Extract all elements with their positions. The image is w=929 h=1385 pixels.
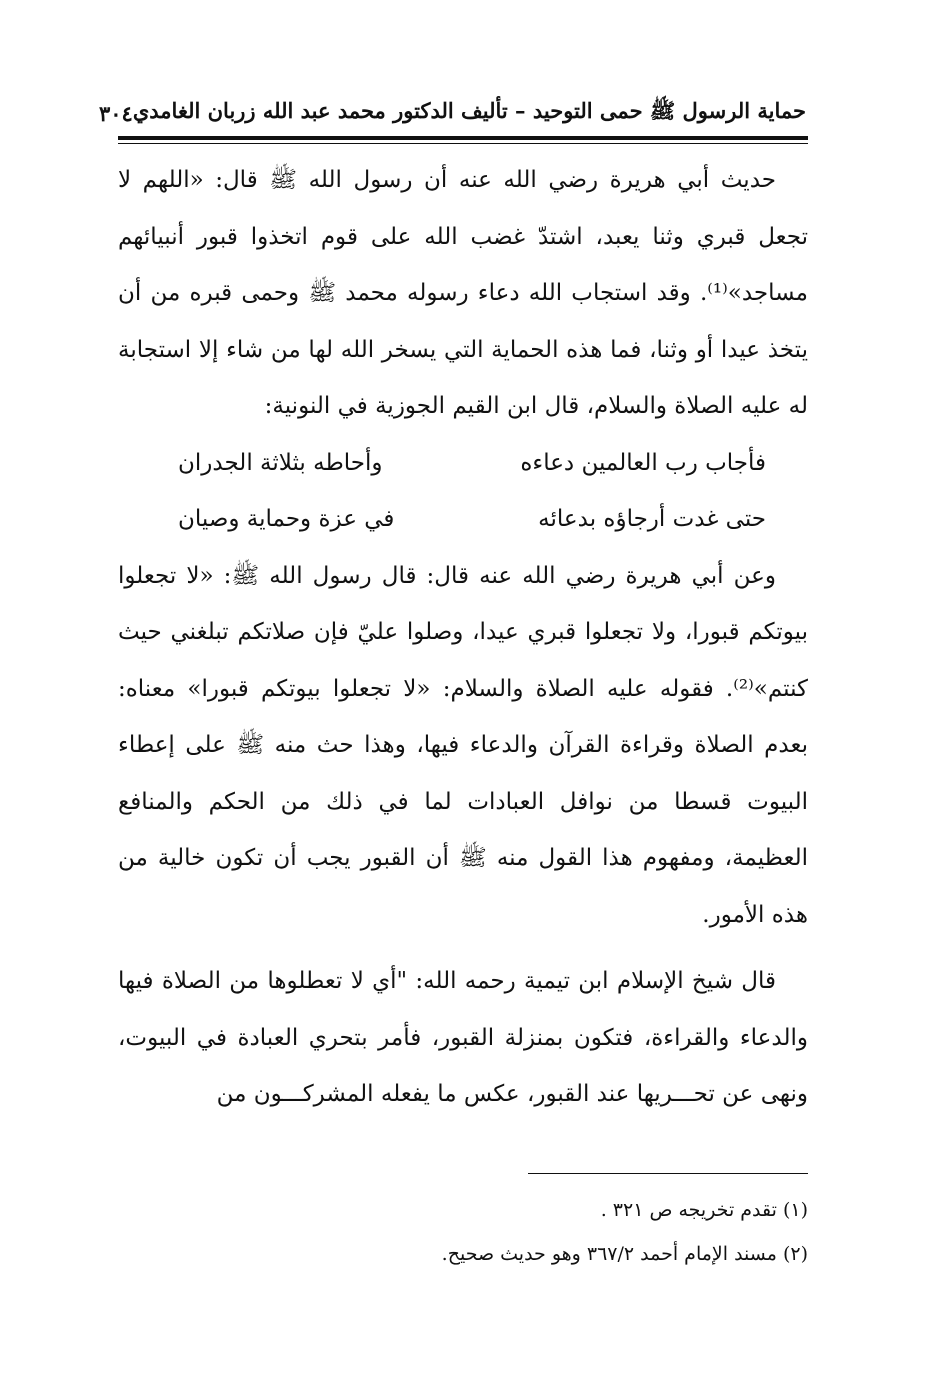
body-text xyxy=(118,152,808,1123)
paragraph-ibn-taymiyya-quote: قال شيخ الإسلام ابن تيمية رحمه الله: "أي لا تعطلوها من الصلاة فيها والدعاء والقراءة، فتكون بمنزلة القبور، فأمر بتحري العبادة في البيوت، ونهى عن تحـــريها عند القبور، عكس ما يفعله المشركـــون من xyxy=(118,968,808,1107)
header-rule-thin xyxy=(118,143,808,144)
poem-verse-2-first-hemistich: حتى غدت أرجاؤه بدعائه xyxy=(538,506,766,532)
running-header xyxy=(99,96,806,130)
poem-verse-2 xyxy=(118,491,808,548)
paragraph-spacer xyxy=(118,943,808,953)
paragraph-hadith-abu-hurayra: حديث أبي هريرة رضي الله عنه أن رسول الله ﷺ قال: «اللهم لا تجعل قبري وثنا يعبد، اشتدّ غضب الله على قوم اتخذوا قبور أنبيائهم مساجد»⁽¹⁾. وقد استجاب الله دعاء رسوله محمد ﷺ وحمى قبره من أن يتخذ عيدا أو وثنا، فما هذه الحماية التي يسخر الله لها من شاء إلا استجابة له عليه الصلاة والسلام، قال ابن القيم الجوزية في النونية: xyxy=(118,167,808,419)
footnotes xyxy=(300,1188,808,1276)
poem-verse-1-second-hemistich: وأحاطه بثلاثة الجدران xyxy=(178,449,383,476)
paragraph-do-not-make-houses-graves: وعن أبي هريرة رضي الله عنه قال: قال رسول الله ﷺ: «لا تجعلوا بيوتكم قبورا، ولا تجعلوا قبري عيدا، وصلوا عليّ فإن صلاتكم تبلغني حيث كنتم»⁽²⁾. فقوله عليه الصلاة والسلام: «لا تجعلوا بيوتكم قبورا» معناه: بعدم الصلاة وقراءة القرآن والدعاء فيها، وهذا حث منه ﷺ على إعطاء البيوت قسطا من نوافل العبادات لما في ذلك من الحكم والمنافع العظيمة، ومفهوم هذا القول منه ﷺ أن القبور يجب أن تكون خالية من هذه الأمور. xyxy=(118,562,808,928)
footnote-2: (٢) مسند الإمام أحمد ٣٦٧/٢ وهو حديث صحيح. xyxy=(441,1243,808,1265)
footnote-1: (١) تقدم تخريجه ص ٣٢١ . xyxy=(600,1199,808,1221)
header-rule-thick xyxy=(118,136,808,140)
poem-verse-2-second-hemistich: في عزة وحماية وصيان xyxy=(178,506,395,532)
page-number: ٣٠٤ xyxy=(99,100,133,126)
footnote-separator xyxy=(528,1173,808,1174)
poem-nuniyya xyxy=(118,435,808,548)
poem-verse-1 xyxy=(118,435,808,492)
header-title: حماية الرسول ﷺ حمى التوحيد – تأليف الدكتور محمد عبد الله زربان الغامدي xyxy=(132,97,806,123)
poem-verse-1-first-hemistich: فأجاب رب العالمين دعاءه xyxy=(520,449,766,476)
